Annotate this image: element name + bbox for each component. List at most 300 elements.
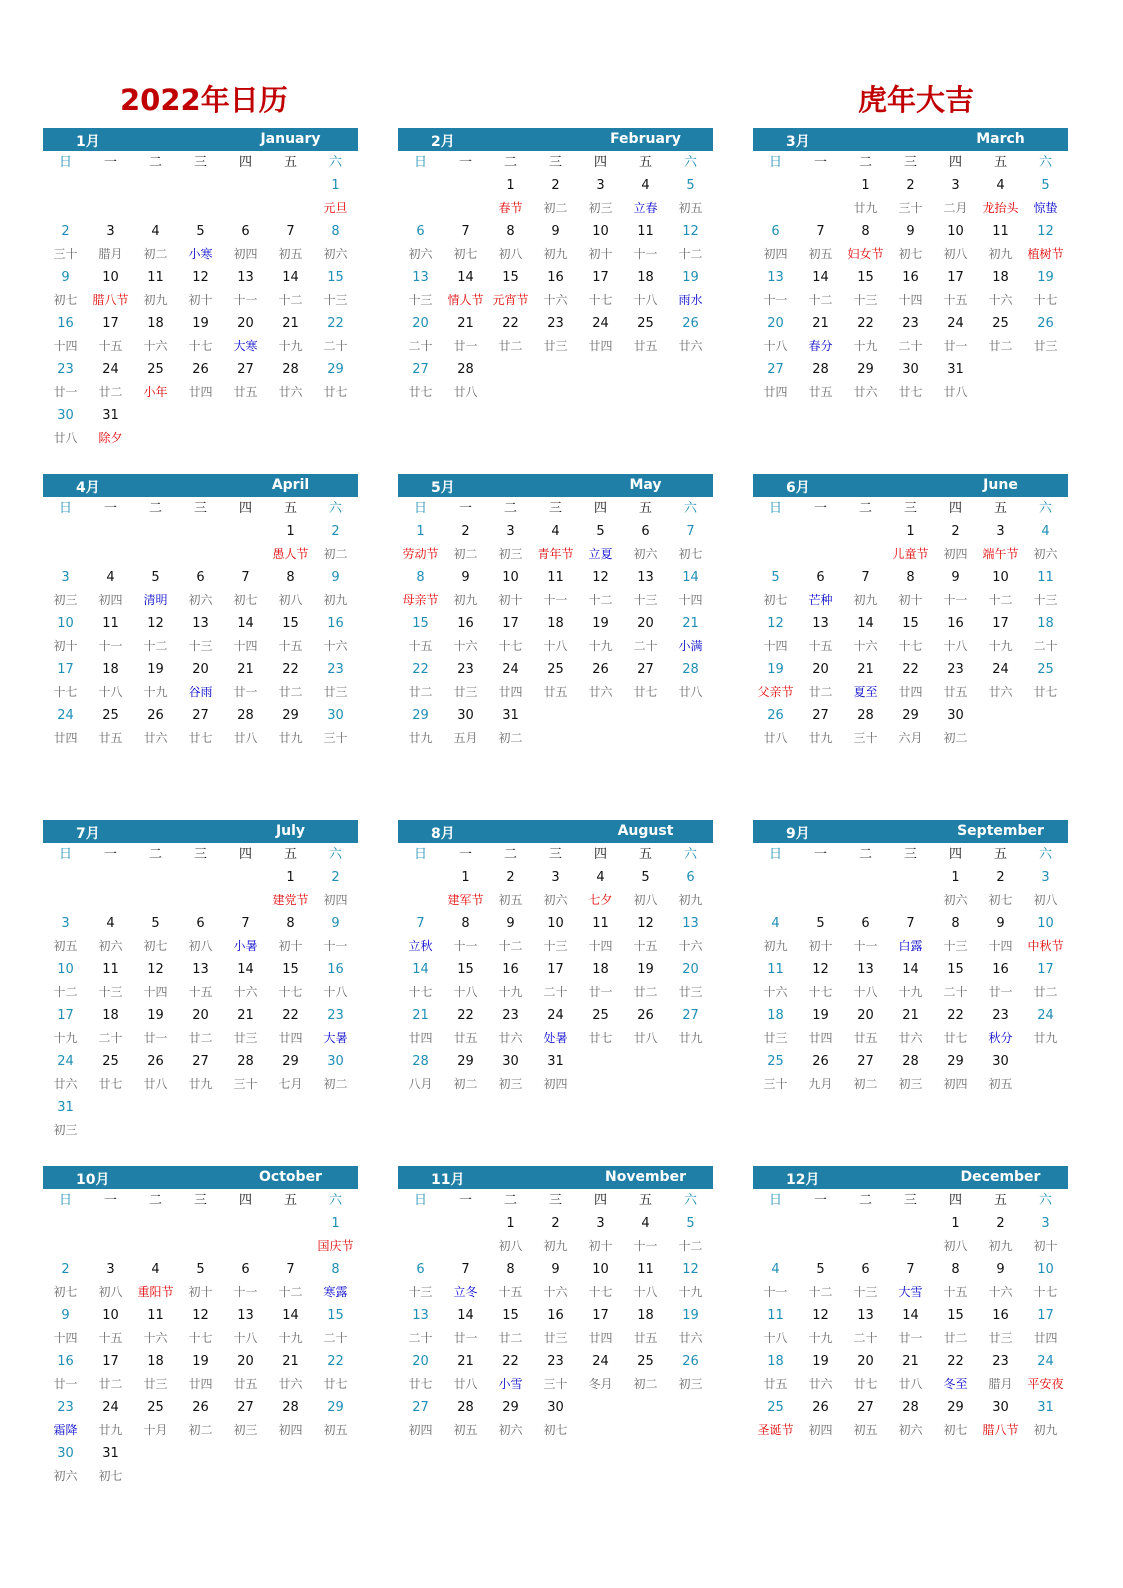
day-cell[interactable] (313, 1304, 358, 1350)
day-cell[interactable] (933, 566, 978, 612)
day-cell[interactable] (888, 704, 933, 750)
day-cell[interactable] (443, 312, 488, 358)
day-cell[interactable] (313, 1004, 358, 1050)
day-cell[interactable] (623, 566, 668, 612)
day-cell[interactable] (133, 658, 178, 704)
day-cell[interactable] (1023, 520, 1068, 566)
day-cell[interactable] (623, 220, 668, 266)
day-cell[interactable] (533, 520, 578, 566)
day-cell[interactable] (133, 1304, 178, 1350)
day-cell[interactable] (268, 266, 313, 312)
day-cell[interactable] (488, 912, 533, 958)
day-cell[interactable] (668, 312, 713, 358)
day-cell[interactable] (578, 1304, 623, 1350)
day-cell[interactable] (888, 1396, 933, 1442)
day-cell[interactable] (1023, 1004, 1068, 1050)
day-cell[interactable] (268, 958, 313, 1004)
day-cell[interactable] (88, 1050, 133, 1096)
day-cell[interactable] (533, 1258, 578, 1304)
day-cell[interactable] (43, 1050, 88, 1096)
day-cell[interactable] (313, 358, 358, 404)
day-cell[interactable] (88, 266, 133, 312)
day-cell[interactable] (398, 358, 443, 404)
day-cell[interactable] (798, 1004, 843, 1050)
day-cell[interactable] (398, 520, 443, 566)
day-cell[interactable] (888, 520, 933, 566)
day-cell[interactable] (178, 1350, 223, 1396)
day-cell[interactable] (443, 1258, 488, 1304)
day-cell[interactable] (88, 612, 133, 658)
day-cell[interactable] (843, 174, 888, 220)
day-cell[interactable] (668, 520, 713, 566)
day-cell[interactable] (133, 912, 178, 958)
day-cell[interactable] (578, 520, 623, 566)
day-cell[interactable] (178, 912, 223, 958)
day-cell[interactable] (798, 958, 843, 1004)
day-cell[interactable] (623, 958, 668, 1004)
day-cell[interactable] (1023, 566, 1068, 612)
day-cell[interactable] (313, 958, 358, 1004)
day-cell[interactable] (888, 174, 933, 220)
day-cell[interactable] (753, 1396, 798, 1442)
day-cell[interactable] (578, 612, 623, 658)
day-cell[interactable] (133, 1258, 178, 1304)
day-cell[interactable] (313, 1258, 358, 1304)
day-cell[interactable] (133, 566, 178, 612)
day-cell[interactable] (668, 220, 713, 266)
day-cell[interactable] (268, 520, 313, 566)
day-cell[interactable] (443, 912, 488, 958)
day-cell[interactable] (223, 566, 268, 612)
day-cell[interactable] (888, 1304, 933, 1350)
day-cell[interactable] (223, 1258, 268, 1304)
day-cell[interactable] (798, 566, 843, 612)
day-cell[interactable] (798, 266, 843, 312)
day-cell[interactable] (398, 220, 443, 266)
day-cell[interactable] (443, 1304, 488, 1350)
day-cell[interactable] (578, 866, 623, 912)
day-cell[interactable] (798, 220, 843, 266)
day-cell[interactable] (843, 1004, 888, 1050)
day-cell[interactable] (933, 1212, 978, 1258)
day-cell[interactable] (88, 1304, 133, 1350)
day-cell[interactable] (668, 912, 713, 958)
day-cell[interactable] (668, 958, 713, 1004)
day-cell[interactable] (313, 1212, 358, 1258)
day-cell[interactable] (933, 266, 978, 312)
day-cell[interactable] (753, 1350, 798, 1396)
day-cell[interactable] (888, 1050, 933, 1096)
day-cell[interactable] (443, 1350, 488, 1396)
day-cell[interactable] (843, 220, 888, 266)
day-cell[interactable] (43, 658, 88, 704)
day-cell[interactable] (933, 1304, 978, 1350)
day-cell[interactable] (1023, 912, 1068, 958)
day-cell[interactable] (268, 1304, 313, 1350)
day-cell[interactable] (978, 1050, 1023, 1096)
day-cell[interactable] (888, 1004, 933, 1050)
day-cell[interactable] (488, 704, 533, 750)
day-cell[interactable] (623, 1212, 668, 1258)
day-cell[interactable] (753, 1050, 798, 1096)
day-cell[interactable] (268, 866, 313, 912)
day-cell[interactable] (843, 1050, 888, 1096)
day-cell[interactable] (268, 658, 313, 704)
day-cell[interactable] (753, 1004, 798, 1050)
day-cell[interactable] (843, 1304, 888, 1350)
day-cell[interactable] (978, 1350, 1023, 1396)
day-cell[interactable] (623, 1258, 668, 1304)
day-cell[interactable] (1023, 1258, 1068, 1304)
day-cell[interactable] (178, 1304, 223, 1350)
day-cell[interactable] (488, 1396, 533, 1442)
day-cell[interactable] (443, 958, 488, 1004)
day-cell[interactable] (268, 312, 313, 358)
day-cell[interactable] (313, 658, 358, 704)
day-cell[interactable] (178, 958, 223, 1004)
day-cell[interactable] (443, 1050, 488, 1096)
day-cell[interactable] (268, 1050, 313, 1096)
day-cell[interactable] (668, 1004, 713, 1050)
day-cell[interactable] (268, 612, 313, 658)
day-cell[interactable] (398, 1004, 443, 1050)
day-cell[interactable] (668, 566, 713, 612)
day-cell[interactable] (753, 266, 798, 312)
day-cell[interactable] (268, 220, 313, 266)
day-cell[interactable] (488, 958, 533, 1004)
day-cell[interactable] (843, 612, 888, 658)
day-cell[interactable] (88, 658, 133, 704)
day-cell[interactable] (488, 866, 533, 912)
day-cell[interactable] (43, 1442, 88, 1488)
day-cell[interactable] (223, 312, 268, 358)
day-cell[interactable] (623, 1304, 668, 1350)
day-cell[interactable] (88, 566, 133, 612)
day-cell[interactable] (268, 1396, 313, 1442)
day-cell[interactable] (978, 1212, 1023, 1258)
day-cell[interactable] (398, 566, 443, 612)
day-cell[interactable] (133, 1350, 178, 1396)
day-cell[interactable] (843, 566, 888, 612)
day-cell[interactable] (753, 612, 798, 658)
day-cell[interactable] (43, 312, 88, 358)
day-cell[interactable] (313, 266, 358, 312)
day-cell[interactable] (933, 1004, 978, 1050)
day-cell[interactable] (43, 1304, 88, 1350)
day-cell[interactable] (533, 1396, 578, 1442)
day-cell[interactable] (43, 912, 88, 958)
day-cell[interactable] (668, 174, 713, 220)
day-cell[interactable] (843, 266, 888, 312)
day-cell[interactable] (313, 866, 358, 912)
day-cell[interactable] (178, 358, 223, 404)
day-cell[interactable] (623, 612, 668, 658)
day-cell[interactable] (1023, 266, 1068, 312)
day-cell[interactable] (623, 266, 668, 312)
day-cell[interactable] (978, 612, 1023, 658)
day-cell[interactable] (1023, 658, 1068, 704)
day-cell[interactable] (753, 1258, 798, 1304)
day-cell[interactable] (178, 1004, 223, 1050)
day-cell[interactable] (933, 958, 978, 1004)
day-cell[interactable] (1023, 1350, 1068, 1396)
day-cell[interactable] (798, 312, 843, 358)
day-cell[interactable] (1023, 174, 1068, 220)
day-cell[interactable] (88, 1258, 133, 1304)
day-cell[interactable] (578, 1258, 623, 1304)
day-cell[interactable] (398, 704, 443, 750)
day-cell[interactable] (978, 866, 1023, 912)
day-cell[interactable] (578, 312, 623, 358)
day-cell[interactable] (398, 1396, 443, 1442)
day-cell[interactable] (978, 1258, 1023, 1304)
day-cell[interactable] (488, 1004, 533, 1050)
day-cell[interactable] (753, 704, 798, 750)
day-cell[interactable] (178, 220, 223, 266)
day-cell[interactable] (223, 958, 268, 1004)
day-cell[interactable] (488, 1258, 533, 1304)
day-cell[interactable] (178, 658, 223, 704)
day-cell[interactable] (623, 866, 668, 912)
day-cell[interactable] (578, 658, 623, 704)
day-cell[interactable] (978, 1304, 1023, 1350)
day-cell[interactable] (88, 1396, 133, 1442)
day-cell[interactable] (978, 1396, 1023, 1442)
day-cell[interactable] (533, 1004, 578, 1050)
day-cell[interactable] (88, 1004, 133, 1050)
day-cell[interactable] (888, 266, 933, 312)
day-cell[interactable] (978, 958, 1023, 1004)
day-cell[interactable] (888, 912, 933, 958)
day-cell[interactable] (223, 358, 268, 404)
day-cell[interactable] (88, 704, 133, 750)
day-cell[interactable] (753, 912, 798, 958)
day-cell[interactable] (533, 266, 578, 312)
day-cell[interactable] (223, 912, 268, 958)
day-cell[interactable] (178, 1258, 223, 1304)
day-cell[interactable] (43, 1004, 88, 1050)
day-cell[interactable] (313, 1050, 358, 1096)
day-cell[interactable] (223, 1050, 268, 1096)
day-cell[interactable] (798, 1350, 843, 1396)
day-cell[interactable] (753, 1304, 798, 1350)
day-cell[interactable] (133, 704, 178, 750)
day-cell[interactable] (668, 1304, 713, 1350)
day-cell[interactable] (533, 174, 578, 220)
day-cell[interactable] (933, 912, 978, 958)
day-cell[interactable] (133, 1050, 178, 1096)
day-cell[interactable] (753, 358, 798, 404)
day-cell[interactable] (133, 958, 178, 1004)
day-cell[interactable] (753, 312, 798, 358)
day-cell[interactable] (978, 220, 1023, 266)
day-cell[interactable] (623, 1004, 668, 1050)
day-cell[interactable] (578, 1212, 623, 1258)
day-cell[interactable] (133, 612, 178, 658)
day-cell[interactable] (978, 566, 1023, 612)
day-cell[interactable] (88, 958, 133, 1004)
day-cell[interactable] (798, 704, 843, 750)
day-cell[interactable] (843, 1350, 888, 1396)
day-cell[interactable] (398, 958, 443, 1004)
day-cell[interactable] (313, 1350, 358, 1396)
day-cell[interactable] (488, 658, 533, 704)
day-cell[interactable] (888, 658, 933, 704)
day-cell[interactable] (668, 266, 713, 312)
day-cell[interactable] (933, 658, 978, 704)
day-cell[interactable] (223, 266, 268, 312)
day-cell[interactable] (488, 612, 533, 658)
day-cell[interactable] (88, 358, 133, 404)
day-cell[interactable] (443, 266, 488, 312)
day-cell[interactable] (443, 704, 488, 750)
day-cell[interactable] (578, 912, 623, 958)
day-cell[interactable] (1023, 1212, 1068, 1258)
day-cell[interactable] (398, 1050, 443, 1096)
day-cell[interactable] (43, 958, 88, 1004)
day-cell[interactable] (933, 220, 978, 266)
day-cell[interactable] (488, 174, 533, 220)
day-cell[interactable] (668, 1212, 713, 1258)
day-cell[interactable] (313, 704, 358, 750)
day-cell[interactable] (978, 1004, 1023, 1050)
day-cell[interactable] (578, 1004, 623, 1050)
day-cell[interactable] (313, 312, 358, 358)
day-cell[interactable] (933, 704, 978, 750)
day-cell[interactable] (978, 912, 1023, 958)
day-cell[interactable] (933, 312, 978, 358)
day-cell[interactable] (178, 1396, 223, 1442)
day-cell[interactable] (43, 1396, 88, 1442)
day-cell[interactable] (443, 866, 488, 912)
day-cell[interactable] (668, 1350, 713, 1396)
day-cell[interactable] (753, 658, 798, 704)
day-cell[interactable] (533, 220, 578, 266)
day-cell[interactable] (888, 612, 933, 658)
day-cell[interactable] (398, 266, 443, 312)
day-cell[interactable] (843, 1396, 888, 1442)
day-cell[interactable] (933, 1350, 978, 1396)
day-cell[interactable] (888, 358, 933, 404)
day-cell[interactable] (623, 1350, 668, 1396)
day-cell[interactable] (488, 1304, 533, 1350)
day-cell[interactable] (88, 404, 133, 450)
day-cell[interactable] (578, 220, 623, 266)
day-cell[interactable] (43, 566, 88, 612)
day-cell[interactable] (888, 1258, 933, 1304)
day-cell[interactable] (178, 1050, 223, 1096)
day-cell[interactable] (978, 312, 1023, 358)
day-cell[interactable] (43, 1258, 88, 1304)
day-cell[interactable] (623, 912, 668, 958)
day-cell[interactable] (178, 566, 223, 612)
day-cell[interactable] (88, 912, 133, 958)
day-cell[interactable] (43, 220, 88, 266)
day-cell[interactable] (533, 1050, 578, 1096)
day-cell[interactable] (1023, 312, 1068, 358)
day-cell[interactable] (313, 174, 358, 220)
day-cell[interactable] (888, 566, 933, 612)
day-cell[interactable] (398, 312, 443, 358)
day-cell[interactable] (443, 1004, 488, 1050)
day-cell[interactable] (668, 612, 713, 658)
day-cell[interactable] (933, 612, 978, 658)
day-cell[interactable] (533, 658, 578, 704)
day-cell[interactable] (933, 174, 978, 220)
day-cell[interactable] (843, 358, 888, 404)
day-cell[interactable] (133, 1004, 178, 1050)
day-cell[interactable] (313, 520, 358, 566)
day-cell[interactable] (398, 658, 443, 704)
day-cell[interactable] (268, 1350, 313, 1396)
day-cell[interactable] (223, 1004, 268, 1050)
day-cell[interactable] (978, 174, 1023, 220)
day-cell[interactable] (223, 1350, 268, 1396)
day-cell[interactable] (533, 912, 578, 958)
day-cell[interactable] (888, 312, 933, 358)
day-cell[interactable] (843, 658, 888, 704)
day-cell[interactable] (488, 520, 533, 566)
day-cell[interactable] (668, 866, 713, 912)
day-cell[interactable] (533, 612, 578, 658)
day-cell[interactable] (443, 358, 488, 404)
day-cell[interactable] (43, 404, 88, 450)
day-cell[interactable] (43, 1096, 88, 1142)
day-cell[interactable] (933, 520, 978, 566)
day-cell[interactable] (443, 566, 488, 612)
day-cell[interactable] (798, 1258, 843, 1304)
day-cell[interactable] (88, 312, 133, 358)
day-cell[interactable] (223, 704, 268, 750)
day-cell[interactable] (798, 658, 843, 704)
day-cell[interactable] (178, 612, 223, 658)
day-cell[interactable] (888, 220, 933, 266)
day-cell[interactable] (133, 1396, 178, 1442)
day-cell[interactable] (978, 266, 1023, 312)
day-cell[interactable] (223, 1304, 268, 1350)
day-cell[interactable] (398, 1350, 443, 1396)
day-cell[interactable] (933, 1050, 978, 1096)
day-cell[interactable] (398, 1304, 443, 1350)
day-cell[interactable] (933, 1396, 978, 1442)
day-cell[interactable] (843, 912, 888, 958)
day-cell[interactable] (578, 566, 623, 612)
day-cell[interactable] (178, 312, 223, 358)
day-cell[interactable] (843, 312, 888, 358)
day-cell[interactable] (668, 658, 713, 704)
day-cell[interactable] (43, 704, 88, 750)
day-cell[interactable] (133, 312, 178, 358)
day-cell[interactable] (443, 658, 488, 704)
day-cell[interactable] (488, 566, 533, 612)
day-cell[interactable] (533, 866, 578, 912)
day-cell[interactable] (398, 612, 443, 658)
day-cell[interactable] (533, 958, 578, 1004)
day-cell[interactable] (43, 266, 88, 312)
day-cell[interactable] (843, 958, 888, 1004)
day-cell[interactable] (178, 266, 223, 312)
day-cell[interactable] (753, 220, 798, 266)
day-cell[interactable] (133, 358, 178, 404)
day-cell[interactable] (843, 704, 888, 750)
day-cell[interactable] (1023, 1304, 1068, 1350)
day-cell[interactable] (798, 912, 843, 958)
day-cell[interactable] (533, 1350, 578, 1396)
day-cell[interactable] (223, 1396, 268, 1442)
day-cell[interactable] (133, 266, 178, 312)
day-cell[interactable] (313, 220, 358, 266)
day-cell[interactable] (1023, 866, 1068, 912)
